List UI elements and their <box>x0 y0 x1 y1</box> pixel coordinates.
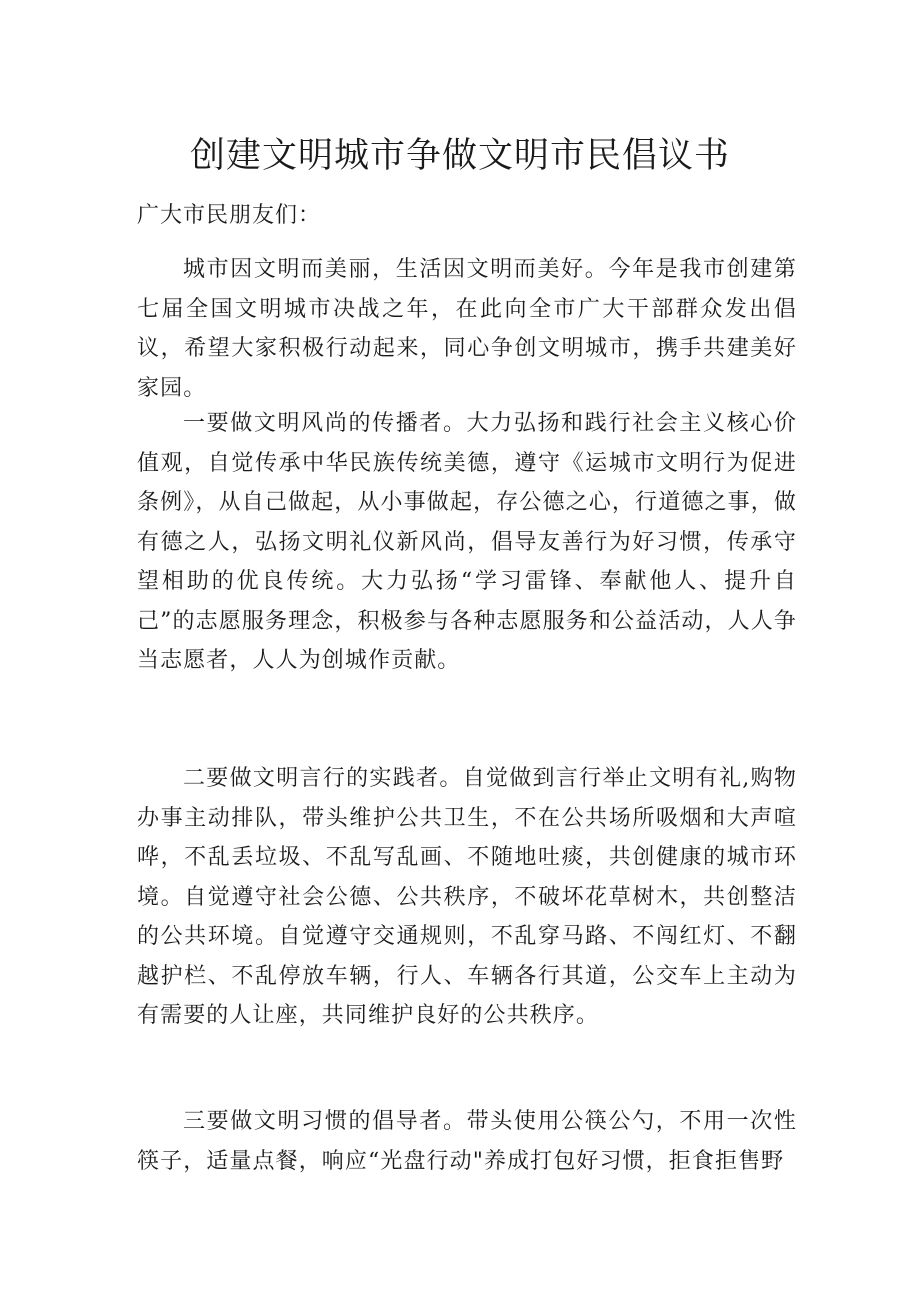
salutation: 广大市民朋友们： <box>137 203 322 228</box>
document-title: 创建文明城市争做文明市民倡议书 <box>189 136 730 176</box>
paragraph-point-one: 一要做文明风尚的传播者。大力弘扬和践行社会主义核心价值观，自觉传承中华民族传统美德，遵守《运城市文明行为促进条例》，从自己做起，从小事做起，存公德之心，行道德之事，做有德之人，弘扬文明礼仪新风尚，倡导友善行为好习惯，传承守望相助的优良传统。大力弘扬“学习雷锋、奉献他人、提升自己”的志愿服务理念，积极参与各种志愿服务和公益活动，人人争当志愿者，人人为创城作贡献。 <box>137 411 797 673</box>
paragraph-intro: 城市因文明而美丽，生活因文明而美好。今年是我市创建第七届全国文明城市决战之年，在此向全市广大干部群众发出倡议，希望大家积极行动起来，同心争创文明城市，携手共建美好家园。 <box>137 257 797 401</box>
paragraph-point-two: 二要做文明言行的实践者。自觉做到言行举止文明有礼,购物办事主动排队，带头维护公共卫生，不在公共场所吸烟和大声喧哗，不乱丢垃圾、不乱写乱画、不随地吐痰，共创健康的城市环境。自觉遵守社会公德、公共秩序，不破坏花草树木，共创整洁的公共环境。自觉遵守交通规则，不乱穿马路、不闯红灯、不翻越护栏、不乱停放车辆，行人、车辆各行其道，公交车上主动为有需要的人让座，共同维护良好的公共秩序。 <box>137 766 797 1028</box>
paragraph-point-three: 三要做文明习惯的倡导者。带头使用公筷公勺，不用一次性筷子，适量点餐，响应“光盘行动"养成打包好习惯，拒食拒售野 <box>137 1109 797 1174</box>
